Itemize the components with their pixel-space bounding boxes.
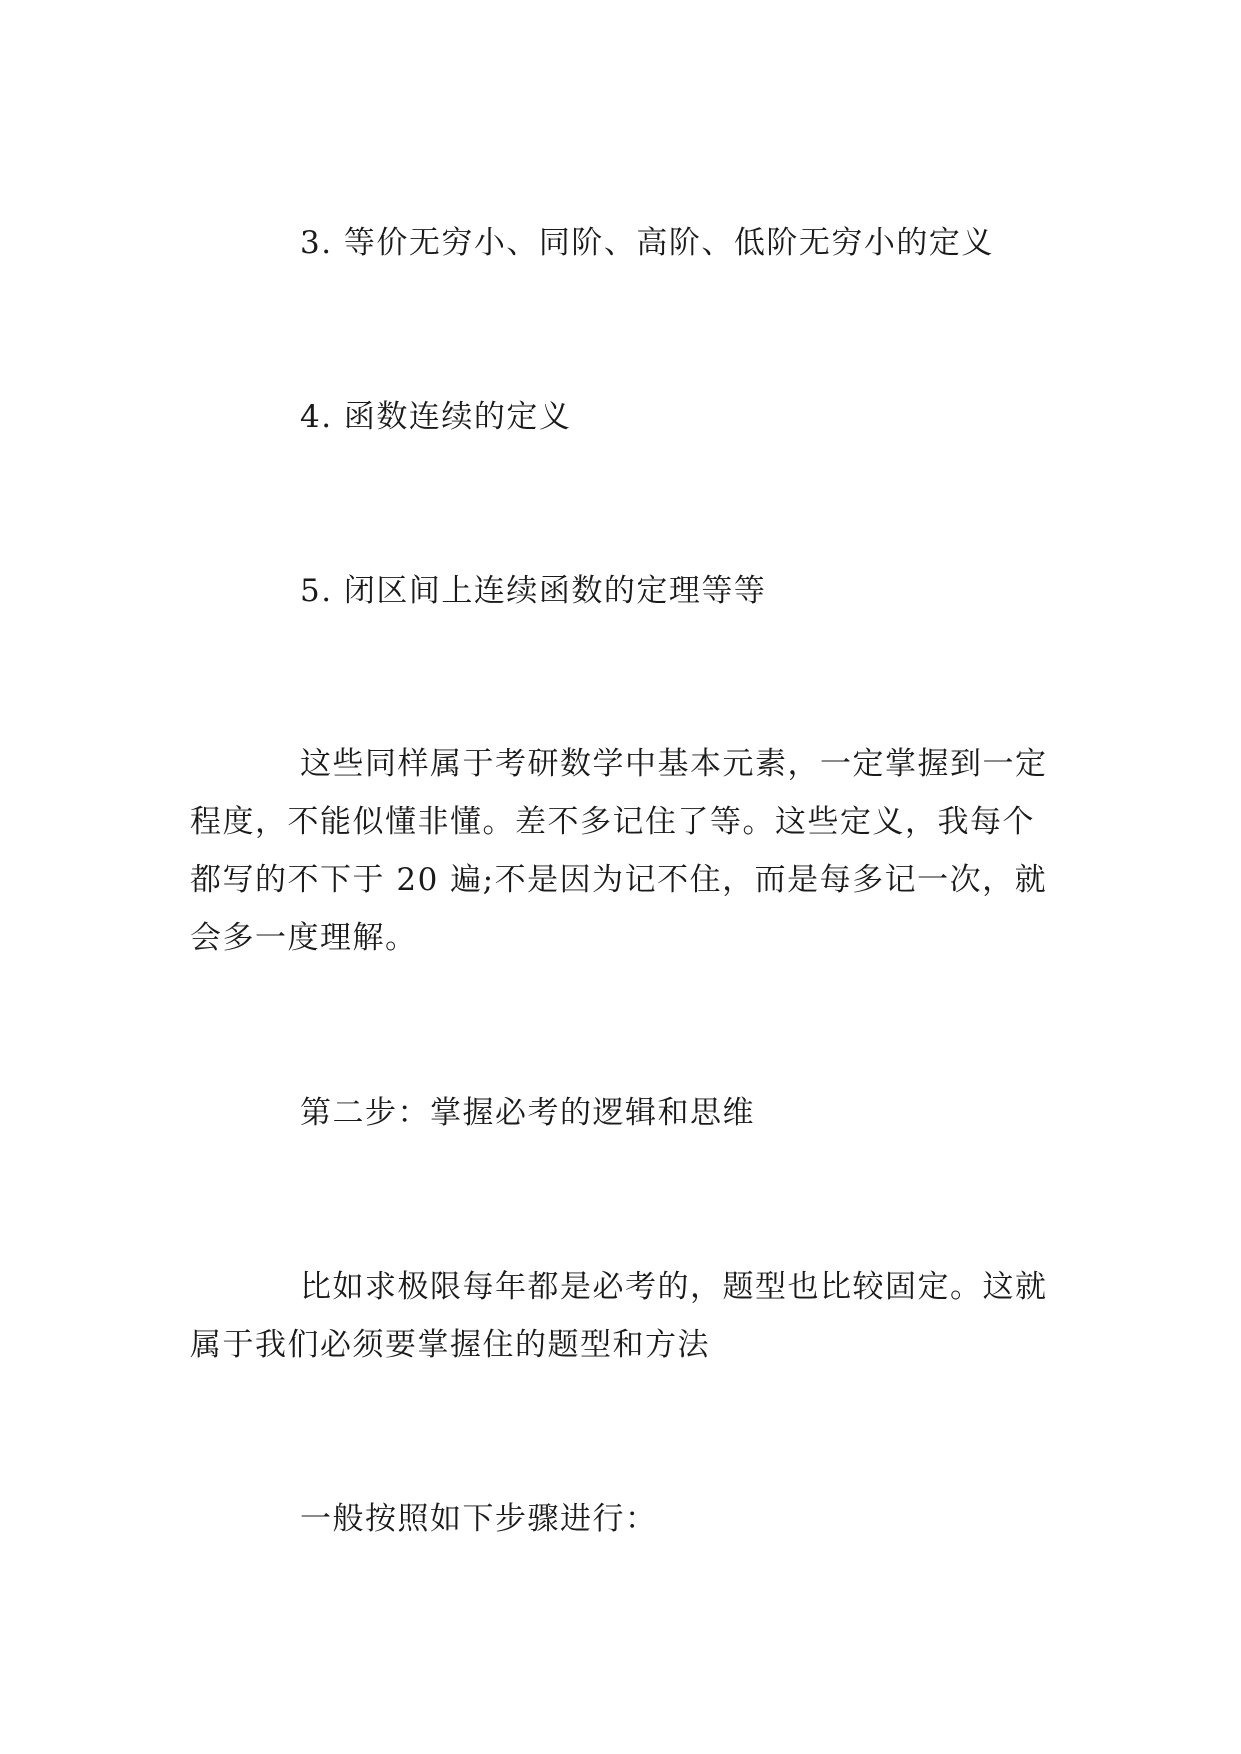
paragraph-line: 这些同样属于考研数学中基本元素，一定掌握到一定 — [300, 746, 1048, 782]
list-item-3: 3. 等价无穷小、同阶、高阶、低阶无穷小的定义 — [300, 225, 994, 261]
list-item-5: 5. 闭区间上连续函数的定理等等 — [300, 573, 767, 609]
paragraph-steps-intro: 一般按照如下步骤进行： — [300, 1501, 658, 1537]
paragraph-limits — [190, 1258, 1060, 1374]
paragraph-line: 都写的不下于 20 遍;不是因为记不住，而是每多记一次，就 — [190, 862, 1048, 898]
section-heading-step2: 第二步：掌握必考的逻辑和思维 — [300, 1095, 755, 1131]
paragraph-line: 属于我们必须要掌握住的题型和方法 — [190, 1327, 710, 1363]
list-item-4: 4. 函数连续的定义 — [300, 399, 572, 435]
paragraph-line: 比如求极限每年都是必考的，题型也比较固定。这就 — [300, 1269, 1048, 1305]
paragraph-line: 程度，不能似懂非懂。差不多记住了等。这些定义，我每个 — [190, 804, 1035, 840]
paragraph-line: 会多一度理解。 — [190, 920, 418, 956]
paragraph-basic-elements — [190, 735, 1060, 967]
